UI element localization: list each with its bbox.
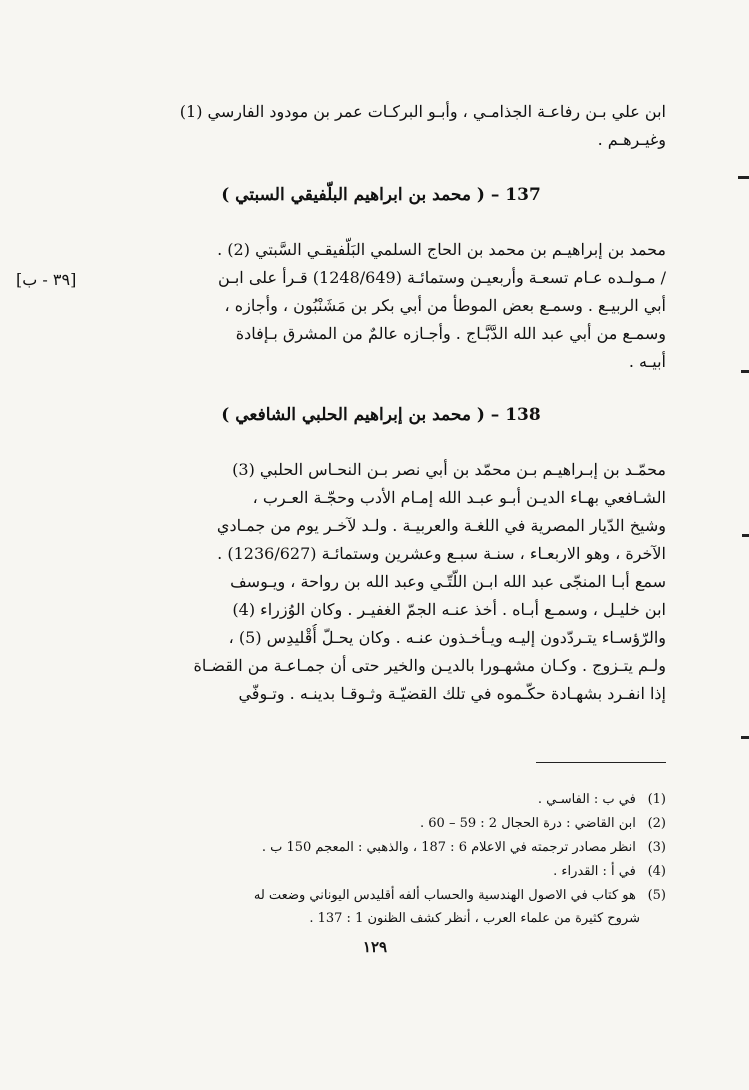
text-line: وغيـرهـم . [597,130,666,149]
scan-edge-mark [741,370,749,373]
text-line: محمد بن إبراهيـم بن محمد بن الحاج السلمي البَلّفيقـي السَّبتي (2) . [217,240,666,259]
text-line: والرّؤسـاء يتـردّدون إليـه ويـأخـذون عنـه . وكان يحـلّ أُقْليدِس (5) ، [228,628,666,647]
text-line: وسمـع من أبي عبد الله الدَّبَّـاج . وأجـازه عالمٌ من المشرق بـإفادة [235,324,666,343]
footnote-number: (3) [647,840,666,855]
text-line: الآخرة ، وهو الاربعـاء ، سنـة سبـع وعشرين وستمائـة (1236/627) . [217,544,666,563]
footnote-text: انظر مصادر ترجمته في الاعلام 6 : 187 ، والذهبي : المعجم 150 ب . [261,840,636,855]
entry-137-paragraph [96,236,666,376]
text-line: إذا انفـرد بشهـادة حكّـموه في تلك القضيّـة وثـوقـا بدينـه . وتـوفّي [238,684,666,703]
footnote [92,812,666,836]
footnote-number: (2) [647,816,666,831]
footnote [92,860,666,884]
scan-edge-mark [738,176,749,179]
footnote-text: في ب : الفاسـي . [537,792,636,807]
entry-138-paragraph [96,456,666,708]
text-line: أبي الربيـع . وسمـع بعض الموطأ من أبي بكر بن مَشَنْبُون ، وأجازه ، [224,296,666,315]
entry-137-heading: 137 – ( محمد بن ابراهيم البلّفيقي السبتي ) [221,185,541,205]
footnote-number: (1) [647,792,666,807]
scan-edge-mark [742,534,749,537]
text-line: / مـولـده عـام تسعـة وأربعيـن وستمائـة (1248/649) قـرأ على ابـن [217,268,666,287]
footnote-number: (5) [647,888,666,903]
text-line: الشـافعي بهـاء الديـن أبـو عبـد الله إمـام الأدب وحجّـة العـرب ، [252,488,666,507]
footnote-text: ابن القاضي : درة الحجال 2 : 59 – 60 . [420,816,636,831]
footnote-number: (4) [647,864,666,879]
footnote-text: هو كتاب في الاصول الهندسية والحساب ألفه أقليدس اليوناني وضعت له [253,888,636,903]
text-line: ابن علي بـن رفاعـة الجذامـي ، وأبـو البركـات عمر بن مودود الفارسي (1) [179,102,666,121]
text-line: ابن خليـل ، وسمـع أبـاه . أخذ عنـه الجمّ الغفيـر . وكان الوُزراء (4) [232,600,666,619]
footnote-continuation: شروح كثيرة من علماء العرب ، أنظر كشف الظنون 1 : 137 . [309,911,640,926]
text-line: محمّـد بن إبـراهيـم بـن محمّد بن أبي نصر بـن النحـاس الحلبي (3) [232,460,666,479]
footnote-separator [536,762,666,763]
text-line: ولـم يتـزوج . وكـان مشهـورا بالديـن والخير حتى أن جمـاعـة من القضـاة [193,656,666,675]
text-line: وشيخ الدّيار المصرية في اللغـة والعربيـة . ولـد لآخـر يوم من جمـادي [216,516,666,535]
text-line: سمع أبـا المنجّى عبد الله ابـن اللّتّـي وعبد الله بن رواحة ، ويـوسف [230,572,666,591]
footnote-text: في أ : القدراء . [553,864,636,879]
page-number: ١٢٩ [362,938,388,956]
footnote [92,836,666,860]
folio-margin-note: [٣٩ - ب] [16,270,77,289]
footnote [92,788,666,812]
entry-138-heading: 138 – ( محمد بن إبراهيم الحلبي الشافعي ) [221,405,541,425]
scan-edge-mark [741,736,749,739]
footnote [92,884,666,930]
text-line: أبيـه . [628,352,666,371]
intro-paragraph [96,98,666,154]
